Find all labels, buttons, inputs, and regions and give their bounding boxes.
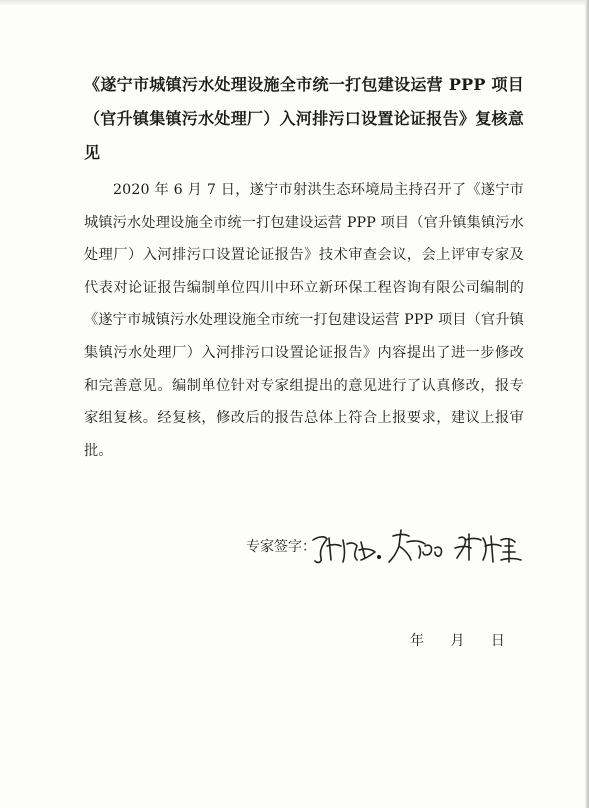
signature-stroke [313,537,327,563]
date-line [410,631,527,651]
date-year: 年 [410,633,424,649]
signature-stroke [435,547,442,556]
document-title: 《遂宁市城镇污水处理设施全市统一打包建设运营 PPP 项目（官升镇集镇污水处理厂）入河排污口设置论证报告》复核意见 [84,75,524,162]
signature-stroke [327,538,341,560]
signature-stroke [407,541,425,544]
signature-stroke [359,542,375,560]
scan-top-shadow [0,0,589,6]
date-month: 月 [450,633,465,649]
handwritten-signatures [309,524,529,566]
document-body-paragraph: 2020 年 6 月 7 日，遂宁市射洪生态环境局主持召开了《遂宁市城镇污水处理设施全市统一打包建设运营 PPP 项目（官升镇集镇污水处理厂）入河排污口设置论证报告》技术审查会议，会上评审专家及代表对论证报告编制单位四川中环立新环保工程咨询有限公司编制的《遂宁市城镇污水处理设施全市统一打包建设运营 PPP 项目（官升镇集镇污水处理厂）入河排污口设置论证报告》内容提出了进一步修改和完善意见。编制单位针对专家组提出的意见进行了认真修改，报专家组复核。经复核，修改后的报告总体上符合上报要求，建议上报审批。 [84,182,524,459]
signature-stroke [343,540,357,562]
signature-label: 专家签字： [246,539,316,555]
date-day: 日 [490,633,505,649]
signature-dot [378,556,381,559]
signature-stroke [483,536,501,562]
signature-stroke [419,545,432,558]
signature-stroke [501,539,521,562]
scan-right-edge [585,0,589,808]
signature-stroke [389,530,411,562]
